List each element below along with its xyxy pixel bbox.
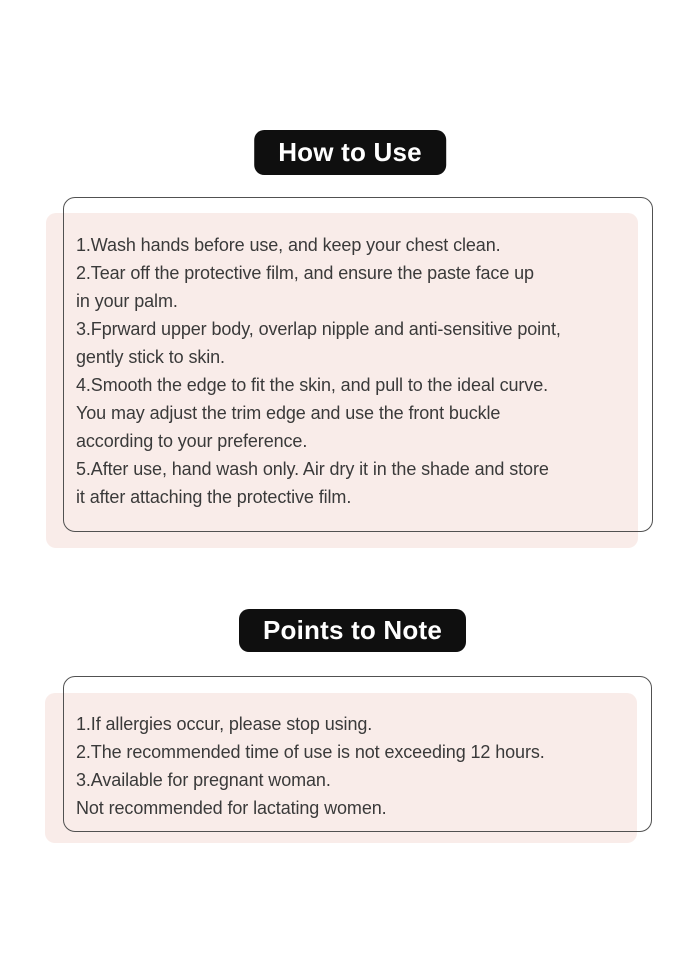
note-line: 2.The recommended time of use is not exceeding 12 hours.: [76, 742, 545, 762]
instruction-line: 2.Tear off the protective film, and ensure the paste face up: [76, 263, 534, 283]
instruction-line: it after attaching the protective film.: [76, 487, 352, 507]
note-line: Not recommended for lactating women.: [76, 798, 387, 818]
instruction-line: You may adjust the trim edge and use the front buckle: [76, 403, 501, 423]
points-to-note-section: [63, 676, 652, 832]
how-to-use-badge: How to Use: [254, 130, 446, 175]
points-to-note-panel: [63, 676, 652, 832]
instruction-line: gently stick to skin.: [76, 347, 225, 367]
instruction-line: 1.Wash hands before use, and keep your chest clean.: [76, 235, 501, 255]
instruction-line: 4.Smooth the edge to fit the skin, and pull to the ideal curve.: [76, 375, 549, 395]
instruction-line: 3.Fprward upper body, overlap nipple and anti-sensitive point,: [76, 319, 561, 339]
how-to-use-panel: [63, 197, 653, 532]
note-line: 1.If allergies occur, please stop using.: [76, 714, 373, 734]
how-to-use-section: [63, 197, 653, 532]
note-line: 3.Available for pregnant woman.: [76, 770, 331, 790]
points-to-note-badge: Points to Note: [239, 609, 466, 652]
instruction-line: according to your preference.: [76, 431, 308, 451]
instruction-line: 5.After use, hand wash only. Air dry it in the shade and store: [76, 459, 549, 479]
instruction-line: in your palm.: [76, 291, 178, 311]
